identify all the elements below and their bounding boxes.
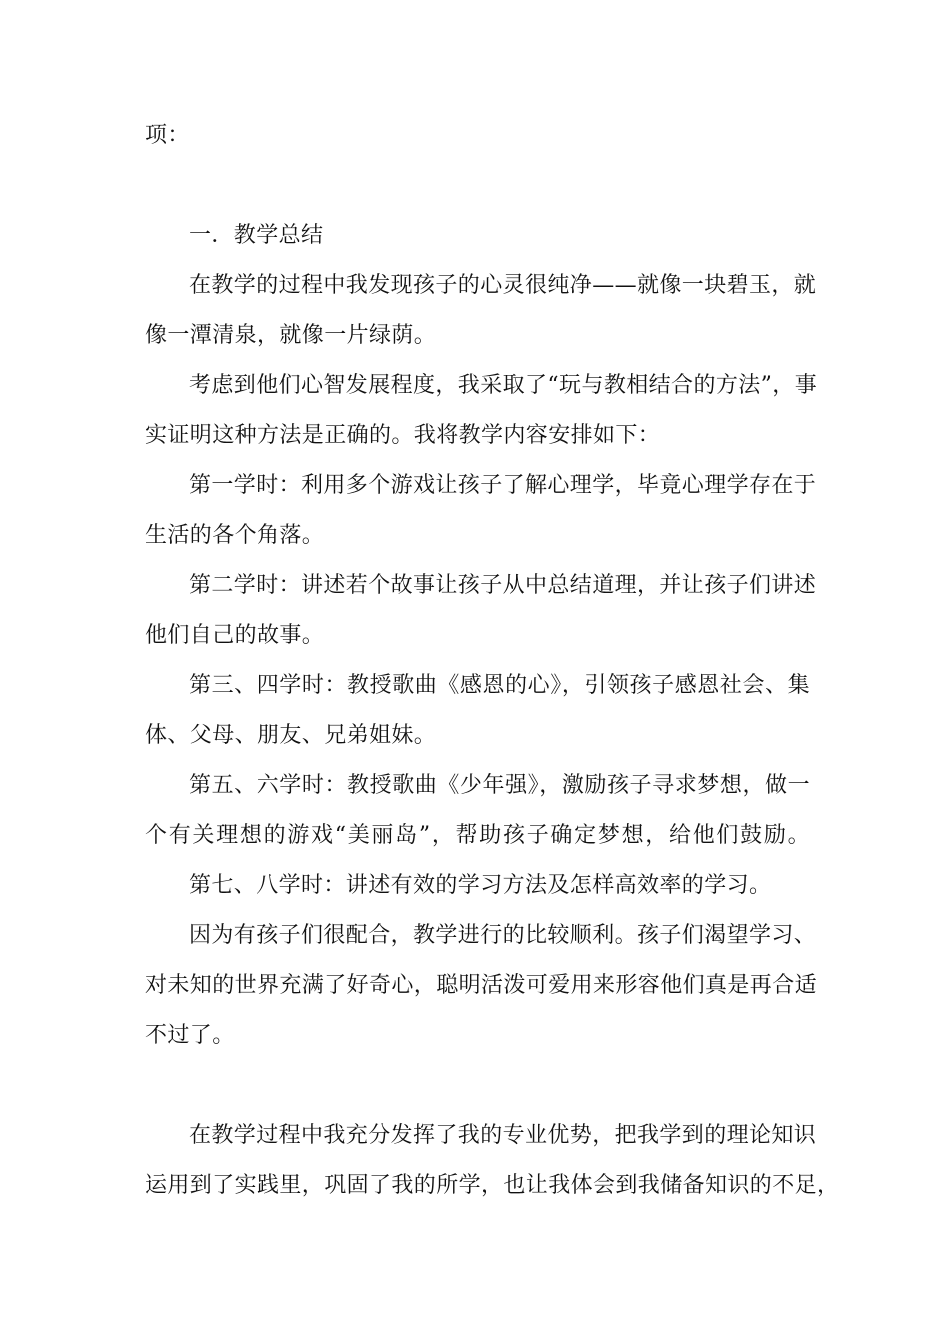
text-line: 运用到了实践里，巩固了我的所学，也让我体会到我储备知识的不足， (145, 1173, 840, 1198)
text-line: 第七、八学时：讲述有效的学习方法及怎样高效率的学习。 (189, 873, 772, 898)
text-line: 第二学时：讲述若个故事让孩子从中总结道理，并让孩子们讲述 (189, 573, 817, 598)
text-line: 第三、四学时：教授歌曲《感恩的心》，引领孩子感恩社会、集 (189, 673, 810, 698)
text-line: 第五、六学时：教授歌曲《少年强》，激励孩子寻求梦想，做一 (189, 773, 810, 798)
text-line: 第一学时：利用多个游戏让孩子了解心理学，毕竟心理学存在于 (189, 473, 817, 498)
text-line: 在教学过程中我充分发挥了我的专业优势，把我学到的理论知识 (189, 1123, 817, 1148)
text-line: 不过了。 (145, 1023, 235, 1048)
text-line: 体、父母、朋友、兄弟姐妹。 (145, 723, 437, 748)
text-line: 因为有孩子们很配合，教学进行的比较顺利。孩子们渴望学习、 (189, 923, 817, 948)
text-line: 考虑到他们心智发展程度，我采取了“玩与教相结合的方法”，事 (189, 373, 818, 398)
text-line: 对未知的世界充满了好奇心，聪明活泼可爱用来形容他们真是再合适 (145, 973, 818, 998)
text-line: 项： (145, 123, 190, 148)
text-line: 个有关理想的游戏“美丽岛”，帮助孩子确定梦想，给他们鼓励。 (145, 823, 810, 848)
text-line: 实证明这种方法是正确的。我将教学内容安排如下： (145, 423, 661, 448)
section-heading: 一．教学总结 (189, 223, 324, 248)
text-line: 在教学的过程中我发现孩子的心灵很纯净——就像一块碧玉，就 (189, 273, 817, 298)
text-line: 像一潭清泉，就像一片绿荫。 (145, 323, 437, 348)
text-line: 生活的各个角落。 (145, 523, 325, 548)
text-line: 他们自己的故事。 (145, 623, 325, 648)
